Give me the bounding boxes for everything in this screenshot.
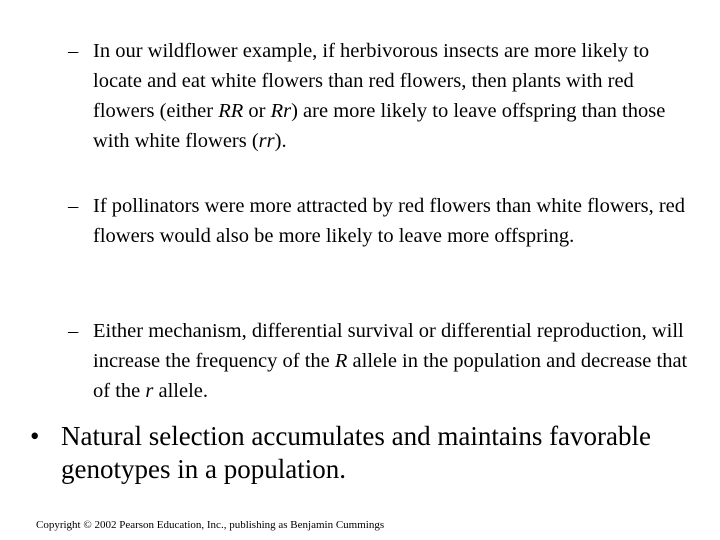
dash-bullet: – (68, 320, 79, 342)
sub-point-text: In our wildflower example, if herbivorous insects are more likely to locate and eat white flowers than red flowers, then plants with red flowers (either RR or Rr) are more likely to leave offspring than those with white flowers (rr). (93, 40, 666, 152)
dash-bullet: – (68, 195, 79, 217)
sub-point-text: Either mechanism, differential survival or differential reproduction, will increase the frequency of the R allele in the population and decrease that of the r allele. (93, 320, 688, 402)
main-point-text: Natural selection accumulates and maintains favorable genotypes in a population. (61, 421, 652, 484)
main-point (30, 420, 700, 486)
copyright-footer: Copyright © 2002 Pearson Education, Inc., publishing as Benjamin Cummings (36, 519, 385, 531)
sub-point-pollinators (68, 191, 698, 251)
dash-bullet: – (68, 40, 79, 62)
bullet-icon: • (30, 421, 40, 451)
sub-point-herbivores (68, 36, 698, 156)
sub-point-text: If pollinators were more attracted by red flowers than white flowers, red flowers would also be more likely to leave more offspring. (93, 195, 685, 247)
sub-point-mechanism (68, 316, 698, 406)
